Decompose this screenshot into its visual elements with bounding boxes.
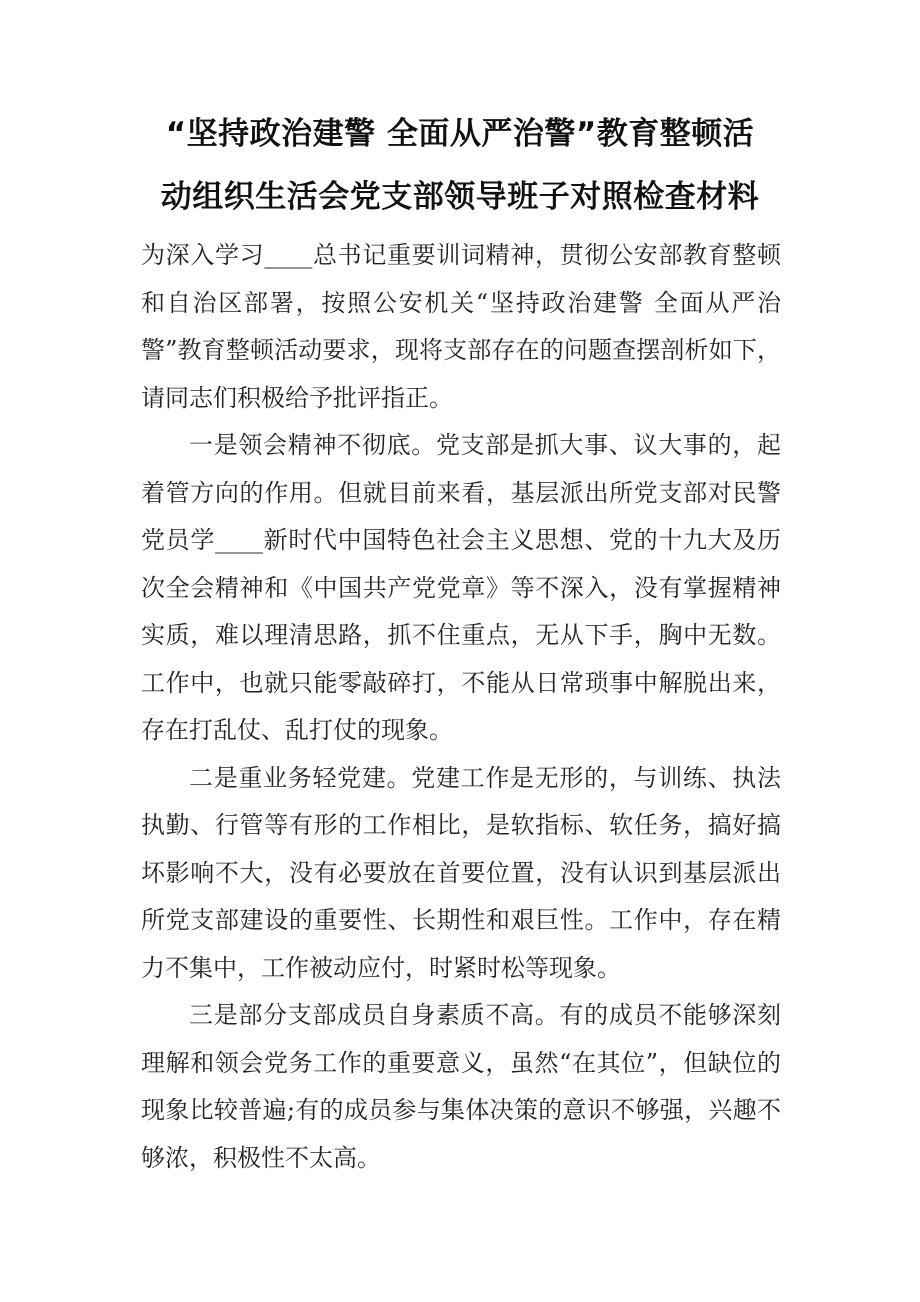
paragraph-issue-3: 三是部分支部成员自身素质不高。有的成员不能够深刻理解和领会党务工作的重要意义，虽然“在其位”，但缺位的现象比较普遍;有的成员参与集体决策的意识不够强，兴趣不够浓，积极性不太高。 bbox=[141, 1001, 781, 1172]
document-title-line-2: 动组织生活会党支部领导班子对照检查材料 bbox=[160, 179, 760, 215]
paragraph-intro: 为深入学习____总书记重要训词精神，贯彻公安部教育整顿和自治区部署，按照公安机关“坚持政治建警 全面从严治警”教育整顿活动要求，现将支部存在的问题查摆剖析如下，请同志们积极给予批评指正。 bbox=[141, 241, 781, 412]
document-body bbox=[141, 232, 781, 1182]
paragraph-issue-2: 二是重业务轻党建。党建工作是无形的，与训练、执法执勤、行管等有形的工作相比，是软指标、软任务，搞好搞坏影响不大，没有必要放在首要位置，没有认识到基层派出所党支部建设的重要性、长期性和艰巨性。工作中，存在精力不集中，工作被动应付，时紧时松等现象。 bbox=[141, 763, 781, 982]
document-title-line-1: “坚持政治建警 全面从严治警”教育整顿活 bbox=[165, 116, 755, 152]
paragraph-issue-1: 一是领会精神不彻底。党支部是抓大事、议大事的，起着管方向的作用。但就目前来看，基层派出所党支部对民警党员学____新时代中国特色社会主义思想、党的十九大及历次全会精神和《中国共产党党章》等不深入，没有掌握精神实质，难以理清思路，抓不住重点，无从下手，胸中无数。工作中，也就只能零敲碎打，不能从日常琐事中解脱出来，存在打乱仗、乱打仗的现象。 bbox=[141, 431, 781, 744]
